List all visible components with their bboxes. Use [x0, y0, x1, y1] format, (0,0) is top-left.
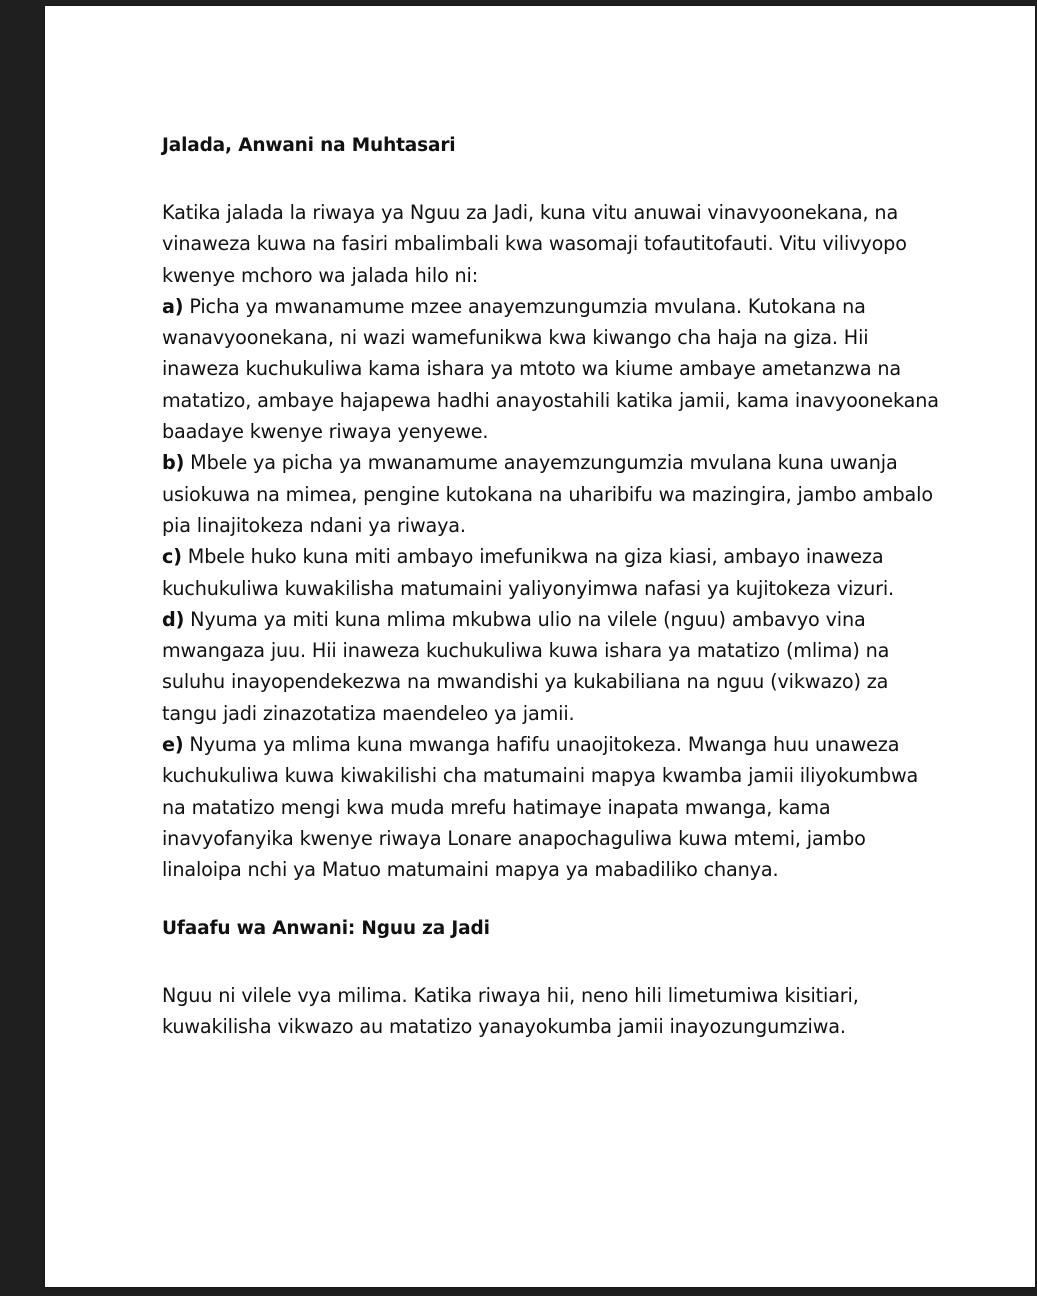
item-label: a)	[162, 294, 184, 318]
intro-paragraph	[162, 197, 942, 291]
item-text: Picha ya mwanamume mzee anayemzungumzia mvulana. Kutokana na wanavyoonekana, ni wazi wamefunikwa kwa kiwango cha haja na giza. Hii inaweza kuchukuliwa kama ishara ya mtoto wa kiume ambaye ametanzwa na matatizo, ambaye hajapewa hadhi anayostahili katika jamii, kama inavyoonekana baadaye kwenye riwaya yenyewe.	[162, 294, 939, 444]
page-content	[162, 127, 942, 1042]
document-page	[45, 6, 1035, 1287]
spacer	[162, 948, 942, 980]
list-item-d	[162, 604, 942, 729]
item-label: e)	[162, 733, 184, 757]
list-item-b	[162, 447, 942, 541]
list-item-a	[162, 291, 942, 447]
list-item-e	[162, 729, 942, 885]
intro-text: Katika jalada la riwaya ya Nguu za Jadi, kuna vitu anuwai vinavyoonekana, na vinaweza kuwa na fasiri mbalimbali kwa wasomaji tofautitofauti. Vitu vilivyopo kwenye mchoro wa jalada hilo ni:	[162, 201, 907, 287]
item-text: Nyuma ya miti kuna mlima mkubwa ulio na vilele (nguu) ambavyo vina mwangaza juu. Hii inaweza kuchukuliwa kuwa ishara ya matatizo (mlima) na suluhu inayopendekezwa na mwandishi ya kukabiliana na nguu (vikwazo) za tangu jadi zinazotatiza maendeleo ya jamii.	[162, 607, 890, 725]
item-label: b)	[162, 451, 185, 475]
ufaafu-text: Nguu ni vilele vya milima. Katika riwaya hii, neno hili limetumiwa kisitiari, kuwakilisha vikwazo au matatizo yanayokumba jamii inayozungumziwa.	[162, 983, 859, 1038]
item-text: Mbele ya picha ya mwanamume anayemzungumzia mvulana kuna uwanja usiokuwa na mimea, pengine kutokana na uharibifu wa mazingira, jambo ambalo pia linajitokeza ndani ya riwaya.	[162, 451, 933, 537]
section-heading-ufaafu: Ufaafu wa Anwani: Nguu za Jadi	[162, 917, 490, 939]
list-item-c	[162, 541, 942, 604]
spacer	[162, 886, 942, 910]
item-label: c)	[162, 545, 182, 569]
spacer	[162, 165, 942, 197]
section-heading-jalada: Jalada, Anwani na Muhtasari	[162, 135, 456, 156]
item-text: Mbele huko kuna miti ambayo imefunikwa na giza kiasi, ambayo inaweza kuchukuliwa kuwakilisha matumaini yaliyonyimwa nafasi ya kujitokeza vizuri.	[162, 545, 894, 600]
ufaafu-paragraph	[162, 980, 942, 1043]
item-label: d)	[162, 607, 185, 631]
item-text: Nyuma ya mlima kuna mwanga hafifu unaojitokeza. Mwanga huu unaweza kuchukuliwa kuwa kiwakilishi cha matumaini mapya kwamba jamii iliyokumbwa na matatizo mengi kwa muda mrefu hatimaye inapata mwanga, kama inavyofanyika kwenye riwaya Lonare anapochaguliwa kuwa mtemi, jambo linaloipa nchi ya Matuo matumaini mapya ya mabadiliko chanya.	[162, 733, 919, 882]
